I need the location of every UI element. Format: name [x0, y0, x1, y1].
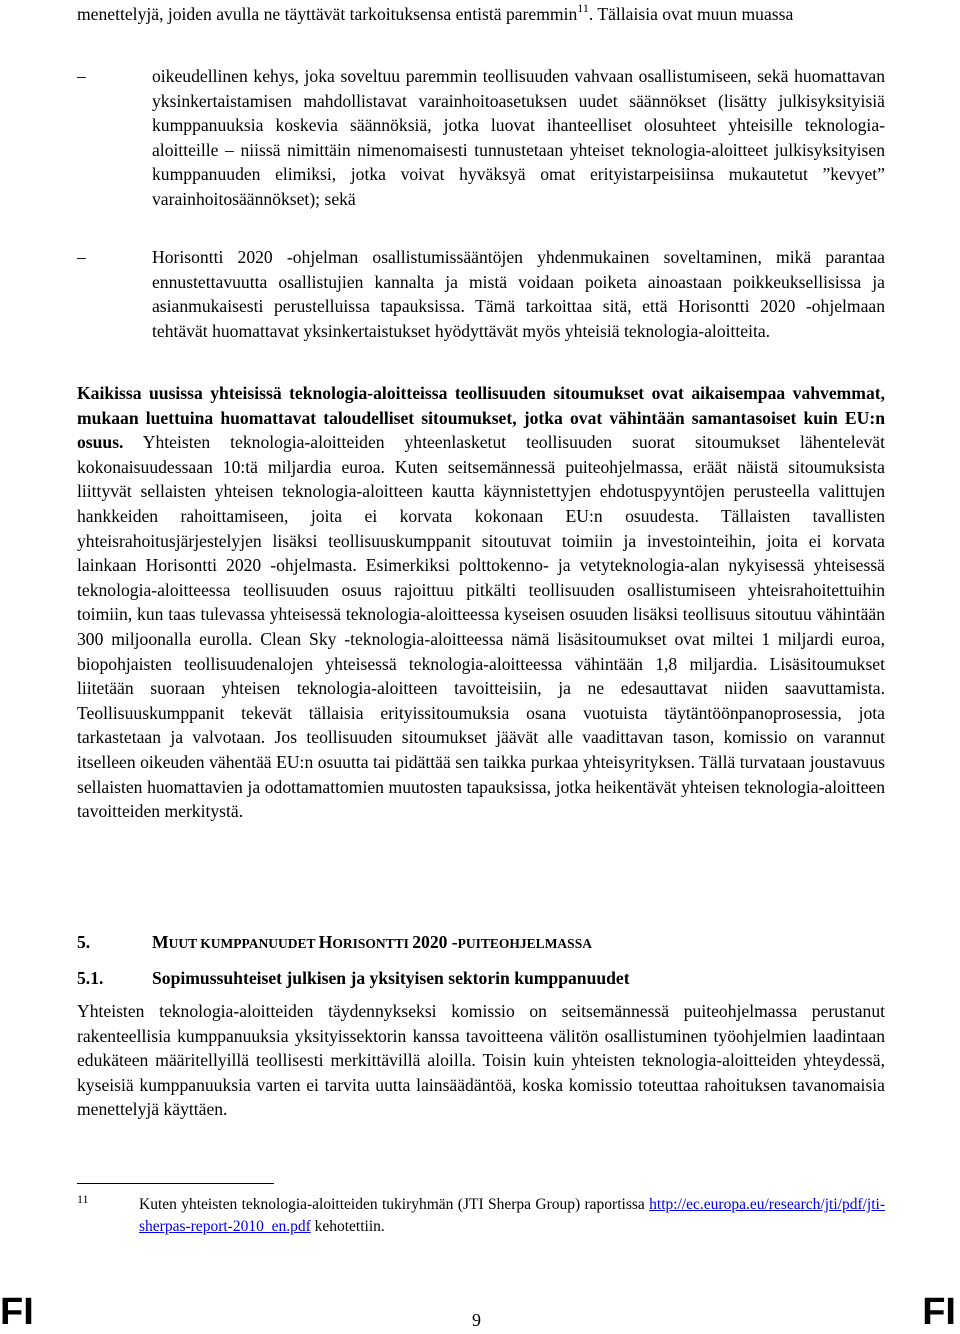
section-5-number: 5. — [77, 932, 91, 952]
main-paragraph-rest: Yhteisten teknologia-aloitteiden yhteenlasketut teollisuuden suorat sitoumukset lähentelevät kokonaisuudessaan 10:tä miljardia euroa. Kuten seitsemännessä puiteohjelmassa, eräät näistä sitoumuksista liittyvät sellaisten yhteisen teknologia-aloitteen kautta käynnistettyjen ehdotuspyyntöjen perusteella valittujen hankkeiden rahoittamiseen, joita ei korvata kokonaan EU:n osuudesta. Tällaisten tavallisten yhteisrahoitusjärjestelyjen lisäksi teollisuuskumppanit sitoutuvat toimiin ja investointeihin, joita ei korvata lainkaan Horisontti 2020 -ohjelmasta. Esimerkiksi polttokenno- ja vetyteknologia-alan nykyisessä yhteisessä teknologia-aloitteessa teollisuuden osuus rajoittuu pitkälti teollisuuden osallistumiseen yhteisrahoitettuihin toimiin, kun taas tulevassa yhteisessä teknologia-aloitteessa kyseisen osuuden lisäksi teollisuus sitoutuu vähintään 300 miljoonalla eurolla. Clean Sky -teknologia-aloitteessa nämä lisäsitoumukset ovat miltei 1 miljardi euroa, biopohjaisten teollisuudenalojen yhteisessä teknologia-aloitteessa vähintään 1,8 miljardia. Lisäsitoumukset liitetään suoraan yhteisen teknologia-aloitteen tavoitteisiin, ja ne edesauttavat niiden saavuttamista. Teollisuuskumppanit tekevät tällaisia erityissitoumuksia osana vuotuista täytäntöönpanoprosessia, jota tarkastetaan ja valvotaan. Jos teollisuuden sitoumukset jäävät alle vaadittavan tason, komissio on varannut itselleen oikeuden vähentää EU:n osuutta tai pidättää sen taikka purkaa yhteisyrityksen. Tällä turvataan joustavuus sellaisten huomattavien ja odottamattomien muutosten tapauksissa, jotka heikentävät yhteisen teknologia-aloitteen tavoitteiden merkitystä. — [77, 432, 885, 822]
section-5-title-part: H — [318, 932, 333, 952]
bullet-item-2: Horisontti 2020 -ohjelman osallistumissääntöjen yhdenmukainen soveltaminen, mikä parantaa ennustettavuutta osallistujien kannalta ja mistä voidaan poiketa ainoastaan poikkeuksellisissa ja asianmukaisesti perustelluissa tapauksissa. Tämä tarkoittaa sitä, että Horisontti 2020 -ohjelmaan tehtävät huomattavat yksinkertaistukset hyödyttävät myös yhteisiä teknologia-aloitteita. — [152, 247, 885, 341]
intro-text: menettelyjä, joiden avulla ne täyttävät tarkoituksensa entistä paremmin — [77, 4, 578, 24]
bullet-dash-1: – — [77, 66, 86, 86]
main-paragraph — [77, 381, 885, 824]
footnote-reference[interactable]: 11 — [577, 1, 589, 15]
section-5-heading — [77, 930, 592, 956]
closing-paragraph: Yhteisten teknologia-aloitteiden täydennykseksi komissio on seitsemännessä puiteohjelmassa perustanut rakenteellisia kumppanuuksia yksityissektorin kanssa tavoitteena välitön osallistuminen työohjelmien laadintaan edukäteen määritellyillä teollisesti merkittävillä aloilla. Toisin kuin yhteisten teknologia-aloitteiden yhteydessä, kyseisiä kumppanuuksia varten ei tarvita uutta lainsäädäntöä, koska komissio toteuttaa rahoituksen tavanomaisia menettelyjä käyttäen. — [77, 1001, 885, 1120]
footer-language-left: FI — [0, 1291, 34, 1333]
main-paragraph-bold: Kaikissa uusissa yhteisissä teknologia-aloitteissa teollisuuden sitoumukset ovat aikaisempaa vahvemmat, mukaan luettuina huomattavat taloudelliset sitoumukset, jotka ovat vähintään samantasoiset kuin EU:n osuus. — [77, 383, 885, 453]
bullet-item-1: oikeudellinen kehys, joka soveltuu paremmin teollisuuden vahvaan osallistumiseen, sekä huomattavan yksinkertaistamisen mahdollistavat varainhoitoasetuksen uudet säännökset (lisätty julkisyksityisiä kumppanuuksia koskevia säännöksiä, jotka luovat ihanteelliset olosuhteet yhteisille teknologia-aloitteille – niissä nimittäin nimenomaisesti tunnustetaan yhteiset teknologia-aloitteet julkisyksityisen kumppanuuden elimiksi, jotka voivat hyväksyä omat erityistarpeisiinsa mukautetut ”kevyet” varainhoitosäännökset); sekä — [152, 66, 885, 209]
page-number: 9 — [472, 1310, 481, 1330]
footnote-text — [139, 1194, 885, 1238]
footnote-link[interactable]: http://ec.europa.eu/research/jti/pdf/jti-sherpas-report-2010_en.pdf — [139, 1196, 885, 1235]
footer-language-right: FI — [922, 1291, 956, 1333]
section-5-1-number: 5.1. — [77, 968, 104, 988]
section-5-title-part: PUITEOHJELMASSA — [457, 936, 592, 951]
section-5-title-part: 2020 - — [412, 932, 458, 952]
intro-text-rest: . Tällaisia ovat muun muassa — [588, 4, 794, 24]
footnote-text-end: kehotettiin. — [310, 1218, 385, 1235]
section-5-title-part: UUT KUMPPANUUDET — [168, 936, 319, 951]
section-5-1-title: Sopimussuhteiset julkisen ja yksityisen sektorin kumppanuudet — [152, 968, 630, 988]
section-5-1-heading — [77, 966, 630, 990]
footnote-number: 11 — [77, 1192, 89, 1206]
footnote-text-start: Kuten yhteisten teknologia-aloitteiden tukiryhmän (JTI Sherpa Group) raportissa — [139, 1196, 650, 1213]
bullet-dash-2: – — [77, 247, 86, 267]
intro-paragraph — [77, 2, 885, 27]
section-5-title-part: M — [152, 932, 169, 952]
section-5-title-part: ORISONTTI — [332, 936, 413, 951]
footnote-divider — [77, 1183, 274, 1184]
